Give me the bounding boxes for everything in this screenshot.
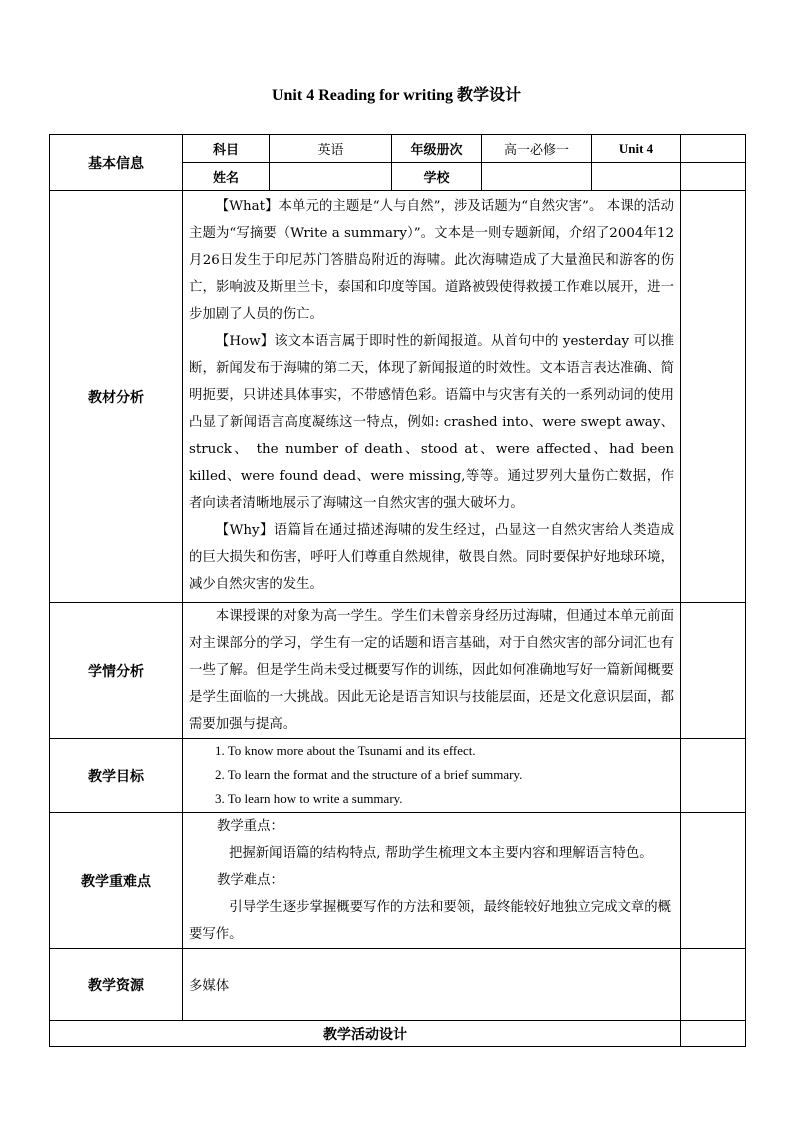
learner-analysis-label: 学情分析 [50,603,183,739]
subject-value: 英语 [270,135,392,163]
key-points-content [183,813,681,949]
basic-info-row-1 [50,135,746,163]
difficulty-label: 教学难点： [217,873,284,888]
name-value [270,163,392,191]
subject-header: 科目 [183,135,270,163]
learner-analysis-content [183,603,681,739]
difficulty-text: 引导学生逐步掌握概要写作的方法和要领，最终能较好地独立完成文章的概要写作。 [189,900,672,942]
textbook-analysis-label: 教材分析 [50,191,183,603]
key-points-empty-cell [681,813,746,949]
basic-info-empty-cell [681,135,746,163]
learner-analysis-text: 本课授课的对象为高一学生。学生们未曾亲身经历过海啸，但通过本单元前面对主课部分的学习，学生有一定的话题和语言基础，对于自然灾害的部分词汇也有一些了解。但是学生尚未受过概要写作的训练，因此如何准确地写好一篇新闻概要是学生面临的一大挑战。因此无论是语言知识与技能层面，还是文化意识层面，都需要加强与提高。 [189,609,674,732]
activity-design-empty-cell [681,1021,746,1047]
objective-item: 2. To learn the format and the structure of a brief summary. [215,767,523,782]
activity-design-row [50,1021,746,1047]
resources-content [183,949,681,1021]
resources-row [50,949,746,1021]
what-paragraph: 【What】本单元的主题是“人与自然”，涉及话题为“自然灾害”。 本课的活动主题为“写摘要（Write a summary）”。文本是一则专题新闻，介绍了2004年12月26日发生于印尼苏门答腊岛附近的海啸。此次海啸造成了大量渔民和游客的伤亡，影响波及斯里兰卡，泰国和印度等国。道路被毁使得救援工作难以展开，进一步加剧了人员的伤亡。 [189,199,674,322]
objective-item: 1. To know more about the Tsunami and its effect. [215,743,476,758]
teaching-objectives-content [183,739,681,813]
textbook-analysis-row [50,191,746,603]
activity-design-header: 教学活动设计 [50,1021,681,1047]
objective-item: 3. To learn how to write a summary. [215,791,403,806]
resources-label: 教学资源 [50,949,183,1021]
school-header: 学校 [392,163,482,191]
school-value [482,163,592,191]
focus-text: 把握新闻语篇的结构特点, 帮助学生梳理文本主要内容和理解语言特色。 [229,846,653,861]
basic-info-empty-cell-2 [592,163,681,191]
textbook-analysis-content [183,191,681,603]
how-paragraph: 【How】该文本语言属于即时性的新闻报道。从首句中的 yesterday 可以推断，新闻发布于海啸的第二天，体现了新闻报道的时效性。文本语言表达准确、简明扼要，只讲述具体事实，不带感情色彩。语篇中与灾害有关的一系列动词的使用凸显了新闻语言高度凝练这一特点，例如: crashed into、were swept away、struck、 the number of death、stood at、were affected、had been killed、were found dead、were missing,等等。通过罗列大量伤亡数据，作者向读者清晰地展示了海啸这一自然灾害的强大破坏力。 [189,334,674,511]
lesson-plan-table [49,134,746,1047]
grade-volume-header: 年级册次 [392,135,482,163]
learner-analysis-row [50,603,746,739]
basic-info-empty-cell-3 [681,163,746,191]
unit-value: Unit 4 [592,135,681,163]
basic-info-label: 基本信息 [50,135,183,191]
teaching-objectives-row [50,739,746,813]
focus-label: 教学重点： [217,819,284,834]
learner-analysis-empty-cell [681,603,746,739]
key-points-label: 教学重难点 [50,813,183,949]
textbook-analysis-empty-cell [681,191,746,603]
why-paragraph: 【Why】语篇旨在通过描述海啸的发生经过，凸显这一自然灾害给人类造成的巨大损失和伤害，呼吁人们尊重自然规律，敬畏自然。同时要保护好地球环境，减少自然灾害的发生。 [189,523,674,592]
resources-text: 多媒体 [189,979,230,994]
document-title: Unit 4 Reading for writing 教学设计 [271,87,522,104]
teaching-objectives-empty-cell [681,739,746,813]
resources-empty-cell [681,949,746,1021]
grade-volume-value: 高一必修一 [482,135,592,163]
name-header: 姓名 [183,163,270,191]
key-points-row [50,813,746,949]
teaching-objectives-label: 教学目标 [50,739,183,813]
